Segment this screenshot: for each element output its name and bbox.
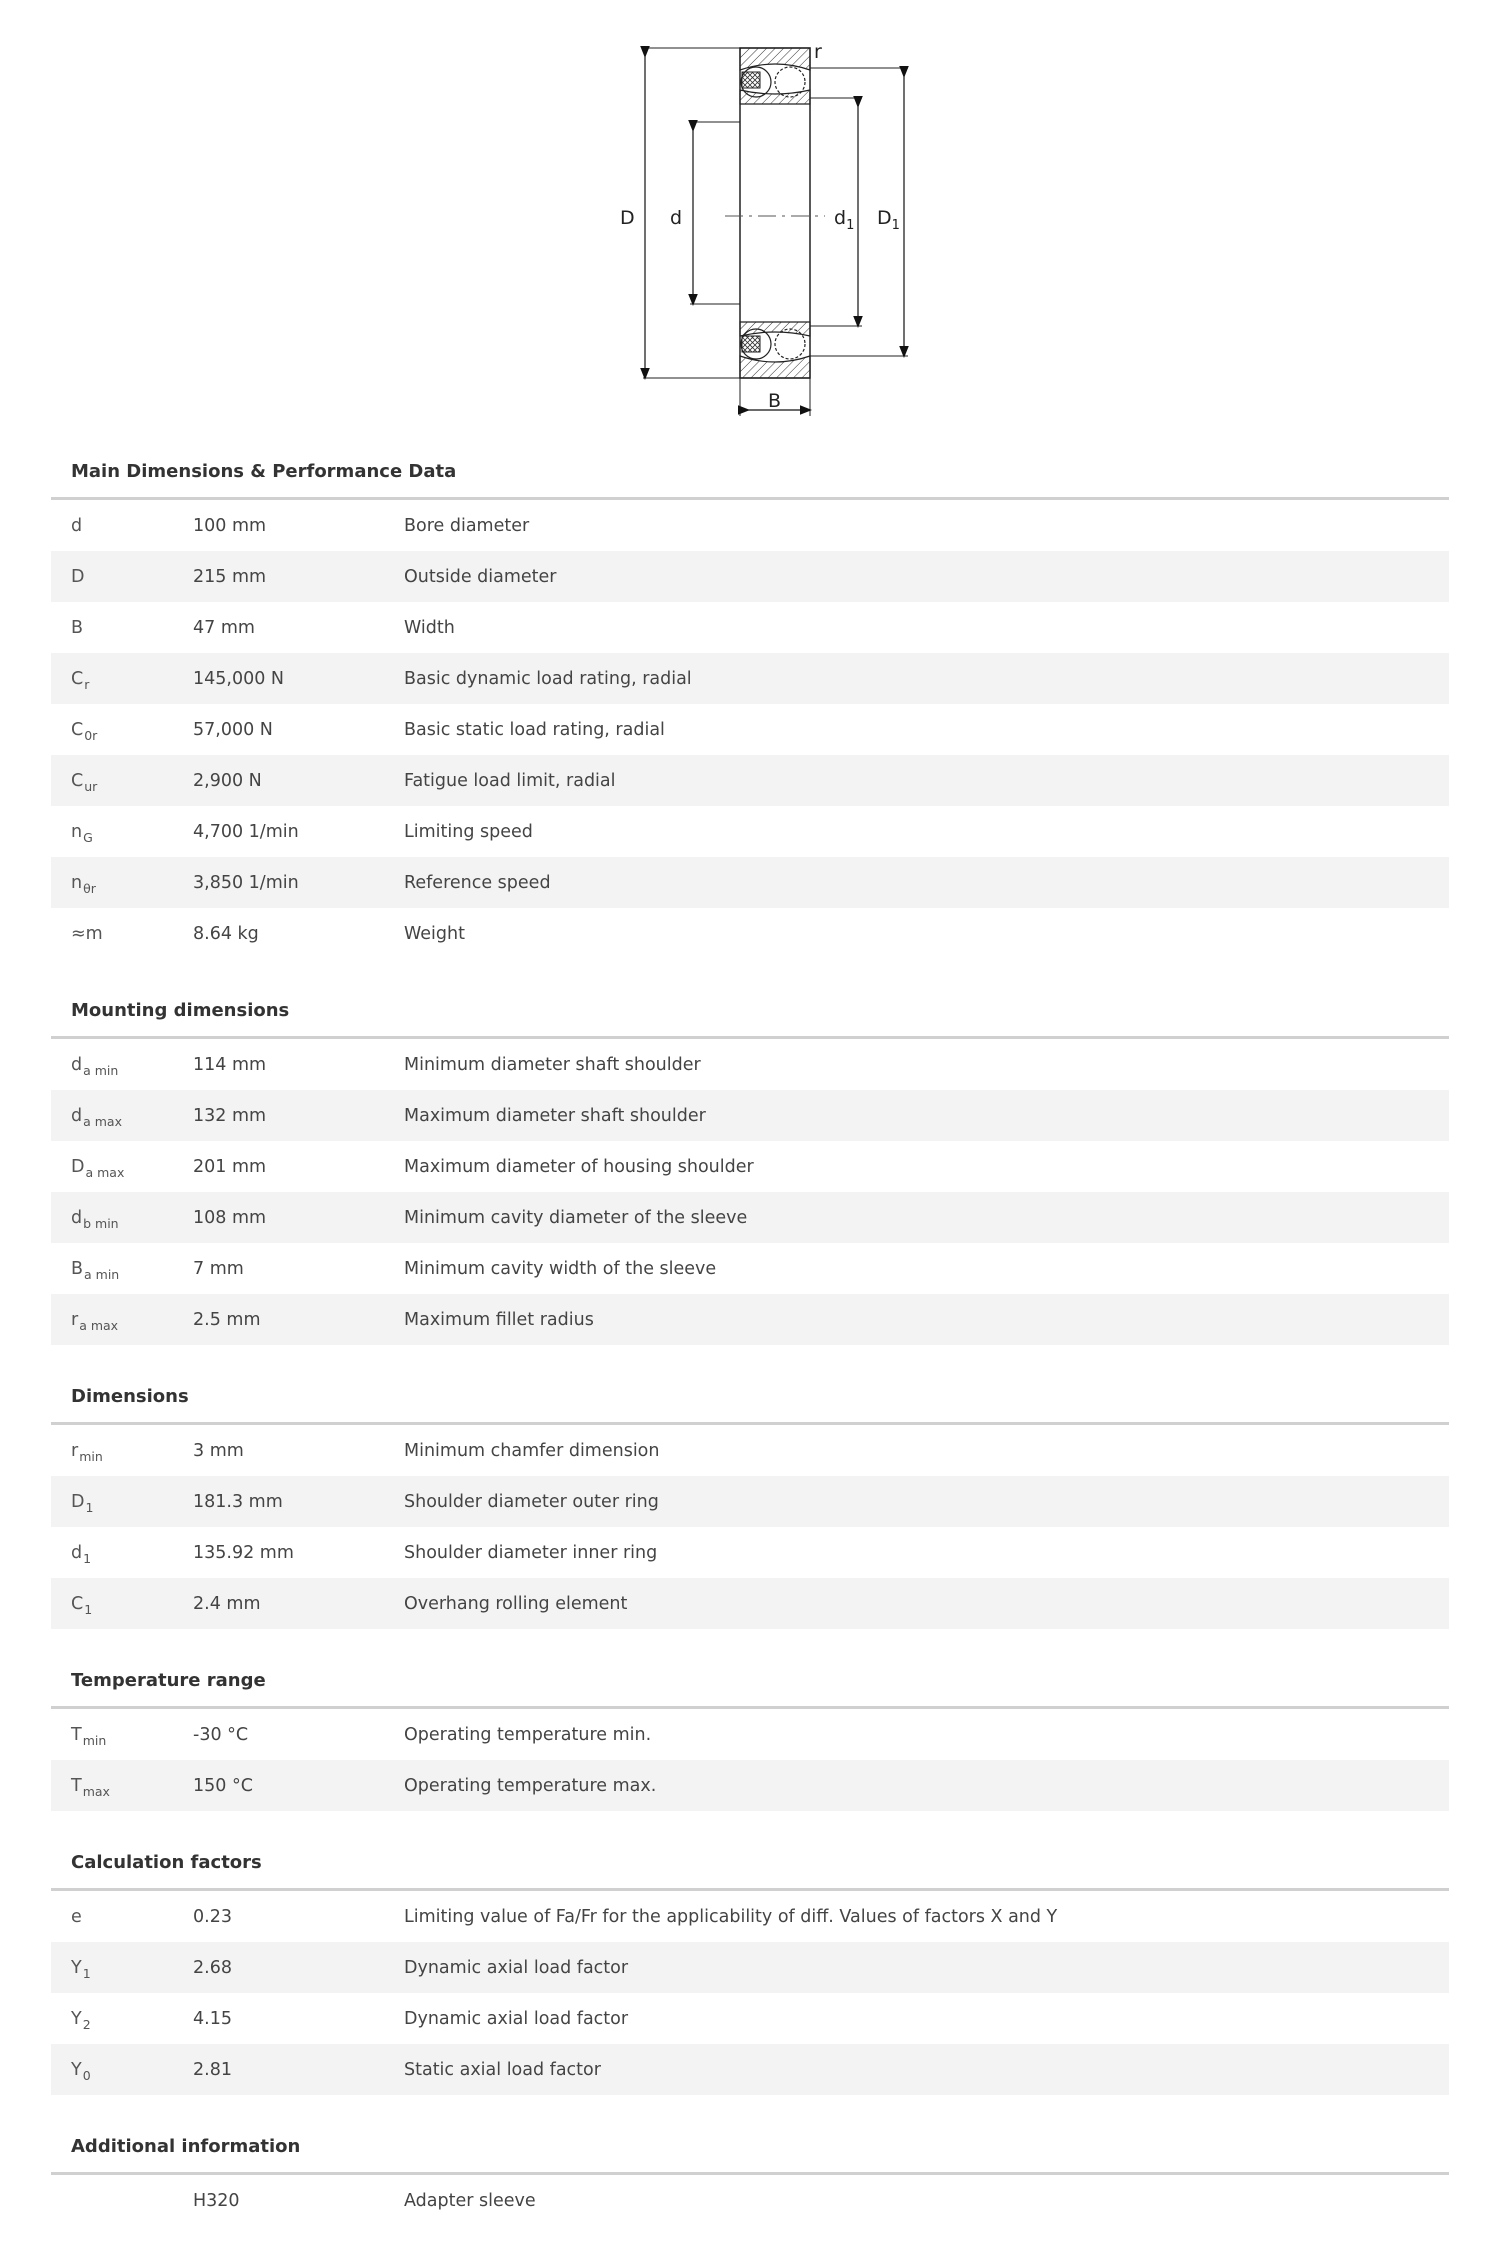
description: Limiting value of Fa/Fr for the applicability of diff. Values of factors X and Y xyxy=(404,1906,1058,1927)
symbol: $D_{a max}$ xyxy=(71,1156,125,1180)
symbol: $d_{b min}$ xyxy=(71,1207,119,1231)
value: 2.4 mm xyxy=(193,1593,261,1614)
table-row xyxy=(51,2175,1449,2226)
symbol: $D_1$ xyxy=(71,1491,94,1515)
value: 201 mm xyxy=(193,1156,267,1177)
symbol: D xyxy=(71,566,85,587)
value: 181.3 mm xyxy=(193,1491,283,1512)
table-row xyxy=(51,1425,1449,1476)
section-calculation-factors xyxy=(51,1843,1449,2095)
spec-sheet xyxy=(51,452,1449,2258)
description: Reference speed xyxy=(404,872,551,893)
symbol: $d_{a min}$ xyxy=(71,1054,119,1078)
table-row xyxy=(51,1942,1449,1993)
value: 100 mm xyxy=(193,515,267,536)
value: 3,850 1/min xyxy=(193,872,299,893)
section-title: Temperature range xyxy=(51,1661,1449,1709)
symbol: $C_{0r}$ xyxy=(71,719,98,743)
table-row xyxy=(51,1476,1449,1527)
value: 2.68 xyxy=(193,1957,232,1978)
table-row xyxy=(51,500,1449,551)
section-temperature-range xyxy=(51,1661,1449,1811)
section-title: Calculation factors xyxy=(51,1843,1449,1891)
label-d1: $d_1$ xyxy=(834,207,855,233)
section-title: Dimensions xyxy=(51,1377,1449,1425)
description: Operating temperature max. xyxy=(404,1775,657,1796)
description: Dynamic axial load factor xyxy=(404,1957,629,1978)
bearing-diagram xyxy=(0,0,1500,440)
section-title: Additional information xyxy=(51,2127,1449,2175)
value: -30 °C xyxy=(193,1724,249,1745)
value: 145,000 N xyxy=(193,668,285,689)
description: Weight xyxy=(404,923,465,944)
value: 8.64 kg xyxy=(193,923,259,944)
description: Operating temperature min. xyxy=(404,1724,652,1745)
description: Minimum chamfer dimension xyxy=(404,1440,660,1461)
value: 4,700 1/min xyxy=(193,821,299,842)
description: Minimum cavity diameter of the sleeve xyxy=(404,1207,748,1228)
value: 2.5 mm xyxy=(193,1309,261,1330)
value: 3 mm xyxy=(193,1440,244,1461)
description: Outside diameter xyxy=(404,566,557,587)
table-row xyxy=(51,1891,1449,1942)
symbol: ≈m xyxy=(71,923,103,944)
value: 57,000 N xyxy=(193,719,273,740)
symbol: $B_{a min}$ xyxy=(71,1258,120,1282)
description: Static axial load factor xyxy=(404,2059,601,2080)
value: 2,900 N xyxy=(193,770,262,791)
table-row xyxy=(51,1993,1449,2044)
table-row xyxy=(51,1709,1449,1760)
value: 47 mm xyxy=(193,617,255,638)
table-row xyxy=(51,602,1449,653)
table-row xyxy=(51,1760,1449,1811)
symbol: $Y_0$ xyxy=(71,2059,91,2083)
table-row xyxy=(51,1527,1449,1578)
table-row xyxy=(51,1039,1449,1090)
table-row xyxy=(51,551,1449,602)
symbol: $C_{ur}$ xyxy=(71,770,98,794)
label-D: D xyxy=(620,207,635,229)
value: 132 mm xyxy=(193,1105,267,1126)
symbol: B xyxy=(71,617,84,638)
symbol: $d_1$ xyxy=(71,1542,92,1566)
description: Adapter sleeve xyxy=(404,2190,536,2211)
description: Maximum fillet radius xyxy=(404,1309,594,1330)
table-row xyxy=(51,755,1449,806)
section-dimensions xyxy=(51,1377,1449,1629)
description: Dynamic axial load factor xyxy=(404,2008,629,2029)
table-row xyxy=(51,1192,1449,1243)
table-row xyxy=(51,1090,1449,1141)
symbol: $n_G$ xyxy=(71,821,93,845)
table-row xyxy=(51,653,1449,704)
table-row xyxy=(51,1578,1449,1629)
value: 215 mm xyxy=(193,566,267,587)
value: 135.92 mm xyxy=(193,1542,294,1563)
section-mounting-dimensions xyxy=(51,991,1449,1345)
symbol: $Y_2$ xyxy=(71,2008,91,2032)
description: Maximum diameter of housing shoulder xyxy=(404,1156,754,1177)
label-B: B xyxy=(768,390,782,412)
description: Maximum diameter shaft shoulder xyxy=(404,1105,706,1126)
description: Bore diameter xyxy=(404,515,530,536)
bearing-drawing xyxy=(0,0,1500,440)
section-additional-information xyxy=(51,2127,1449,2226)
label-D1: $D_1$ xyxy=(877,207,900,233)
symbol: e xyxy=(71,1906,82,1927)
symbol: $n_{\theta r}$ xyxy=(71,872,96,896)
symbol xyxy=(51,2191,193,2211)
value: 150 °C xyxy=(193,1775,253,1796)
value: 4.15 xyxy=(193,2008,232,2029)
symbol: $Y_1$ xyxy=(71,1957,91,1981)
symbol: $d_{a max}$ xyxy=(71,1105,122,1129)
description: Fatigue load limit, radial xyxy=(404,770,616,791)
description: Shoulder diameter inner ring xyxy=(404,1542,658,1563)
symbol: $C_1$ xyxy=(71,1593,93,1617)
value: H320 xyxy=(193,2190,240,2211)
section-title: Main Dimensions & Performance Data xyxy=(51,452,1449,500)
description: Minimum diameter shaft shoulder xyxy=(404,1054,701,1075)
description: Basic static load rating, radial xyxy=(404,719,665,740)
symbol: $T_{max}$ xyxy=(71,1775,110,1799)
table-row xyxy=(51,1243,1449,1294)
symbol: d xyxy=(71,515,83,536)
value: 108 mm xyxy=(193,1207,267,1228)
table-row xyxy=(51,908,1449,959)
symbol: $r_{a max}$ xyxy=(71,1309,119,1333)
symbol: $r_{min}$ xyxy=(71,1440,103,1464)
value: 7 mm xyxy=(193,1258,244,1279)
symbol: $C_r$ xyxy=(71,668,90,692)
table-row xyxy=(51,857,1449,908)
description: Basic dynamic load rating, radial xyxy=(404,668,692,689)
description: Shoulder diameter outer ring xyxy=(404,1491,659,1512)
label-r: r xyxy=(814,41,822,63)
label-d: d xyxy=(670,207,683,229)
description: Overhang rolling element xyxy=(404,1593,628,1614)
description: Minimum cavity width of the sleeve xyxy=(404,1258,717,1279)
table-row xyxy=(51,1294,1449,1345)
table-row xyxy=(51,2044,1449,2095)
section-title: Mounting dimensions xyxy=(51,991,1449,1039)
description: Width xyxy=(404,617,455,638)
table-row xyxy=(51,1141,1449,1192)
symbol: $T_{min}$ xyxy=(71,1724,107,1748)
table-row xyxy=(51,704,1449,755)
value: 0.23 xyxy=(193,1906,232,1927)
value: 114 mm xyxy=(193,1054,267,1075)
table-row xyxy=(51,806,1449,857)
section-main-dimensions xyxy=(51,452,1449,959)
value: 2.81 xyxy=(193,2059,232,2080)
description: Limiting speed xyxy=(404,821,533,842)
